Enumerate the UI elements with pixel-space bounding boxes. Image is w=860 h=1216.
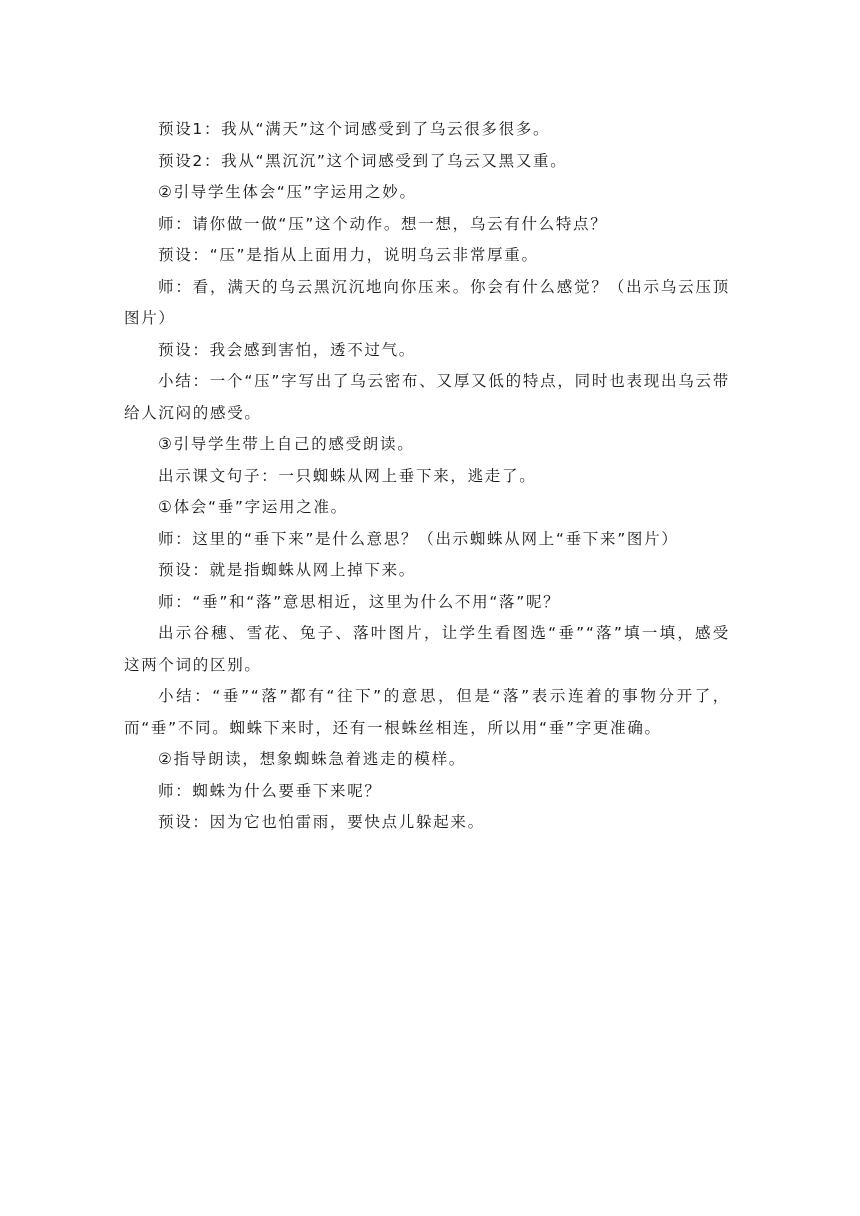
paragraph: 出示谷穗、雪花、兔子、落叶图片，让学生看图选“垂”“落”填一填，感受这两个词的区别。 <box>124 624 730 674</box>
paragraph: 师：看，满天的乌云黑沉沉地向你压来。你会有什么感觉？（出示乌云压顶图片） <box>124 277 730 327</box>
paragraph: 师：蜘蛛为什么要垂下来呢？ <box>158 781 382 800</box>
paragraph: 预设1：我从“满天”这个词感受到了乌云很多很多。 <box>158 120 551 138</box>
paragraph: ②引导学生体会“压”字运用之妙。 <box>158 183 417 201</box>
paragraph: 预设：“压”是指从上面用力，说明乌云非常厚重。 <box>158 246 539 264</box>
paragraph: 师：这里的“垂下来”是什么意思？（出示蜘蛛从网上“垂下来”图片） <box>158 529 679 548</box>
paragraph: 预设2：我从“黑沉沉”这个词感受到了乌云又黑又重。 <box>158 151 568 170</box>
document-body <box>124 114 730 839</box>
paragraph: 预设：因为它也怕雷雨，要快点儿躲起来。 <box>158 813 485 831</box>
paragraph: ③引导学生带上自己的感受朗读。 <box>158 435 415 453</box>
paragraph: 小结：一个“压”字写出了乌云密布、又厚又低的特点，同时也表现出乌云带给人沉闷的感受。 <box>124 372 730 422</box>
paragraph: ①体会“垂”字运用之准。 <box>158 498 348 516</box>
paragraph: 预设：我会感到害怕，透不过气。 <box>158 340 417 359</box>
paragraph: 师：请你做一做“压”这个动作。想一想，乌云有什么特点？ <box>158 214 608 233</box>
paragraph: 预设：就是指蜘蛛从网上掉下来。 <box>158 561 417 579</box>
paragraph: 师：“垂”和“落”意思相近，这里为什么不用“落”呢？ <box>158 592 561 611</box>
paragraph: 出示课文句子：一只蜘蛛从网上垂下来，逃走了。 <box>158 466 537 485</box>
paragraph: ②指导朗读，想象蜘蛛急着逃走的模样。 <box>158 750 466 768</box>
paragraph: 小结：“垂”“落”都有“往下”的意思，但是“落”表示连着的事物分开了，而“垂”不同。蜘蛛下来时，还有一根蛛丝相连，所以用“垂”字更准确。 <box>124 687 730 737</box>
